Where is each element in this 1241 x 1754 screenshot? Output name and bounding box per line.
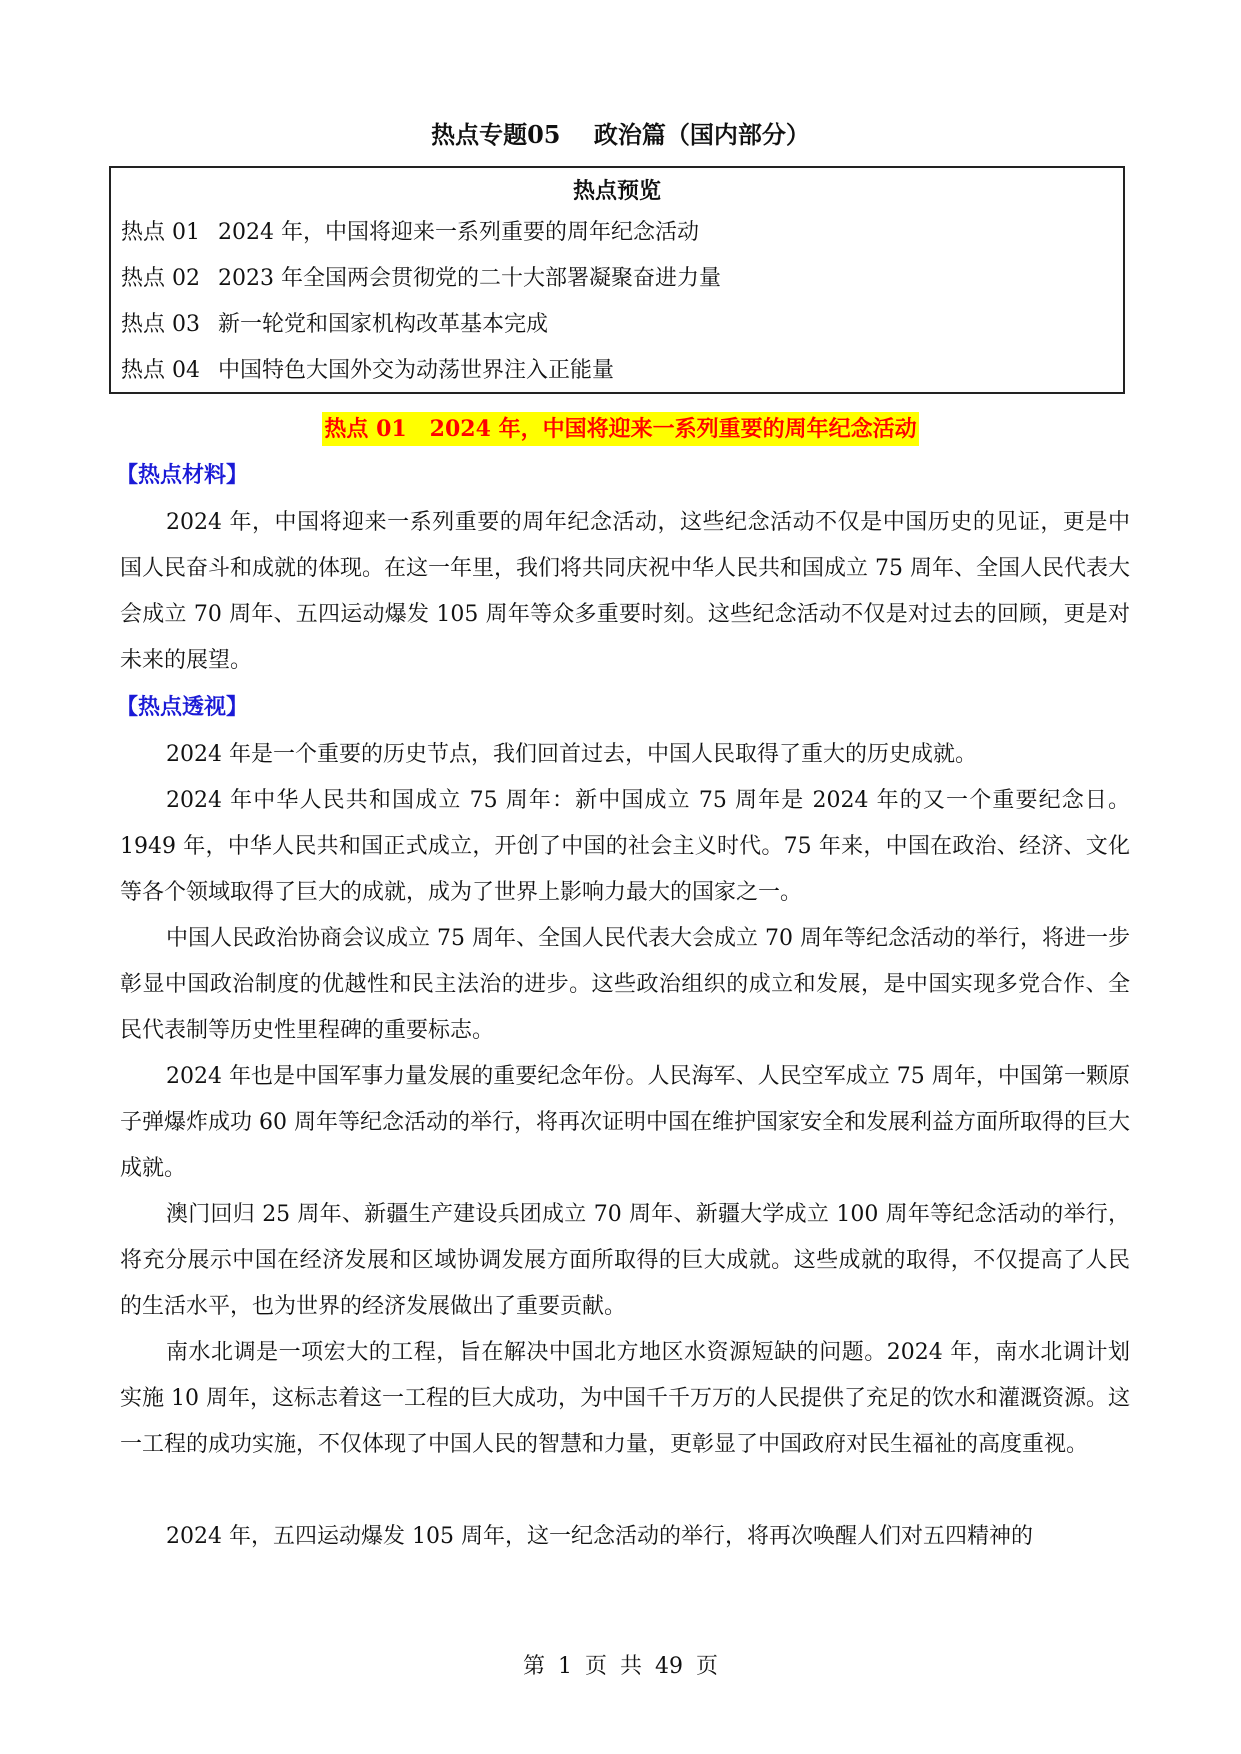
preview-heading: 热点预览	[572, 178, 661, 204]
analysis-paragraph: 南水北调是一项宏大的工程，旨在解决中国北方地区水资源短缺的问题。2024 年，南水北调计划实施 10 周年，这标志着这一工程的巨大成功，为中国千千万万的人民提供了充足的饮水和灌溉资源。这一工程的成功实施，不仅体现了中国人民的智慧和力量，更彰显了中国政府对民生福祉的高度重视。	[120, 1340, 1130, 1457]
analysis-paragraph: 澳门回归 25 周年、新疆生产建设兵团成立 70 周年、新疆大学成立 100 周年等纪念活动的举行，将充分展示中国在经济发展和区域协调发展方面所取得的巨大成就。这些成就的取得，不仅提高了人民的生活水平，也为世界的经济发展做出了重要贡献。	[120, 1202, 1130, 1319]
analysis-paragraph: 2024 年是一个重要的历史节点，我们回首过去，中国人民取得了重大的历史成就。	[166, 742, 977, 767]
preview-item-number: 热点 01	[121, 220, 200, 245]
section-heading-wrap	[0, 412, 1241, 446]
materials-paragraph: 2024 年，中国将迎来一系列重要的周年纪念活动，这些纪念活动不仅是中国历史的见证，更是中国人民奋斗和成就的体现。在这一年里，我们将共同庆祝中华人民共和国成立 75 周年、全国人民代表大会成立 70 周年、五四运动爆发 105 周年等众多重要时刻。这些纪念活动不仅是对过去的回顾，更是对未来的展望。	[120, 510, 1130, 673]
preview-item-text: 2023 年全国两会贯彻党的二十大部署凝聚奋进力量	[218, 266, 721, 291]
preview-item	[111, 348, 1123, 394]
preview-item-number: 热点 04	[121, 358, 200, 383]
document-title: 热点专题05 政治篇（国内部分）	[431, 120, 810, 149]
preview-item-number: 热点 03	[121, 312, 200, 337]
preview-item	[111, 302, 1123, 348]
analysis-paragraph: 中国人民政治协商会议成立 75 周年、全国人民代表大会成立 70 周年等纪念活动的举行，将进一步彰显中国政治制度的优越性和民主法治的进步。这些政治组织的成立和发展，是中国实现多党合作、全民代表制等历史性里程碑的重要标志。	[120, 926, 1130, 1043]
preview-item-number: 热点 02	[121, 266, 200, 291]
preview-item	[111, 210, 1123, 256]
section-heading: 热点 01 2024 年，中国将迎来一系列重要的周年纪念活动	[322, 412, 918, 446]
preview-item	[111, 256, 1123, 302]
analysis-paragraph: 2024 年，五四运动爆发 105 周年，这一纪念活动的举行，将再次唤醒人们对五四精神的	[166, 1524, 1033, 1549]
hotspot-preview-box	[109, 166, 1125, 394]
materials-label: 【热点材料】	[116, 463, 249, 488]
page-footer: 第 1 页 共 49 页	[523, 1654, 718, 1679]
preview-item-text: 新一轮党和国家机构改革基本完成	[218, 312, 549, 337]
preview-item-text: 中国特色大国外交为动荡世界注入正能量	[218, 358, 615, 383]
analysis-label: 【热点透视】	[116, 695, 249, 720]
preview-item-text: 2024 年，中国将迎来一系列重要的周年纪念活动	[218, 220, 699, 245]
analysis-paragraph: 2024 年也是中国军事力量发展的重要纪念年份。人民海军、人民空军成立 75 周年，中国第一颗原子弹爆炸成功 60 周年等纪念活动的举行，将再次证明中国在维护国家安全和发展利益方面所取得的巨大成就。	[120, 1064, 1130, 1181]
analysis-paragraph: 2024 年中华人民共和国成立 75 周年：新中国成立 75 周年是 2024 年的又一个重要纪念日。1949 年，中华人民共和国正式成立，开创了中国的社会主义时代。75 年来，中国在政治、经济、文化等各个领域取得了巨大的成就，成为了世界上影响力最大的国家之一。	[120, 788, 1130, 905]
